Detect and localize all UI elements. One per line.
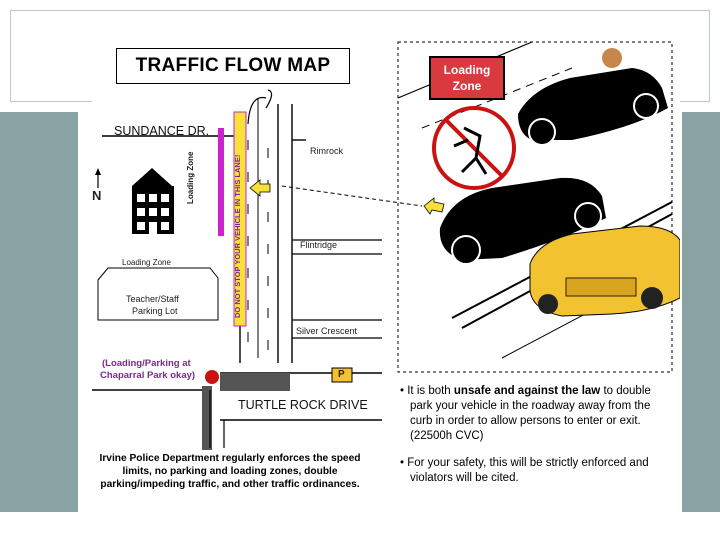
teal-right-band [682, 112, 720, 512]
teacher-lot-line2: Parking Lot [132, 306, 178, 316]
parking-sign: P [338, 369, 345, 380]
bullet-1: • It is both unsafe and against the law to double park your vehicle in the roadway away from the curb in order to allow persons to enter or exit. (22500h CVC) [400, 385, 651, 442]
bullet-1-bold: unsafe and against the law [453, 385, 601, 397]
bullet-1-post: to double park your vehicle in the roadway away from the curb in order to allow persons to enter or exit. (22500h CVC) [410, 385, 651, 442]
chaparral-line1: (Loading/Parking at [102, 358, 191, 369]
teal-left-band [0, 112, 78, 512]
frame-top-line [10, 10, 710, 11]
street-label-silver-crescent: Silver Crescent [296, 326, 358, 336]
sign-line2: Zone [452, 79, 482, 93]
street-label-sundance: SUNDANCE DR. [114, 124, 210, 138]
slide-content [92, 28, 680, 514]
street-label-rimrock: Rimrock [310, 146, 343, 156]
teacher-lot-line1: Teacher/Staff [126, 294, 179, 304]
loading-zone-label: Loading Zone [122, 258, 171, 267]
map-title: TRAFFIC FLOW MAP [116, 48, 350, 84]
sign-line1: Loading [443, 63, 491, 77]
bullet-1-pre: It is both [407, 385, 454, 397]
frame-right-line [709, 10, 710, 102]
street-label-turtle-rock: TURTLE ROCK DRIVE [238, 398, 368, 412]
police-footer-text: Irvine Police Department regularly enforces the speed limits, no parking and loading zones, double parking/impeding traffic, and other traffic ordinances. [99, 453, 361, 490]
street-label-flintridge: Flintridge [300, 240, 338, 250]
north-label: N [92, 188, 102, 203]
frame-left-line [10, 10, 11, 102]
bullet-2-text: For your safety, this will be strictly enforced and violators will be cited. [407, 457, 649, 484]
bullet-2: • For your safety, this will be strictly enforced and violators will be cited. [400, 457, 649, 484]
loading-zone-vertical-label: Loading Zone [186, 151, 195, 204]
law-bullets [400, 384, 668, 498]
do-not-stop-vertical-label: DO NOT STOP YOUR VEHICLE IN THIS LANE! [233, 154, 242, 318]
chaparral-line2: Chaparral Park okay) [100, 370, 196, 381]
loading-zone-sign [429, 56, 505, 100]
